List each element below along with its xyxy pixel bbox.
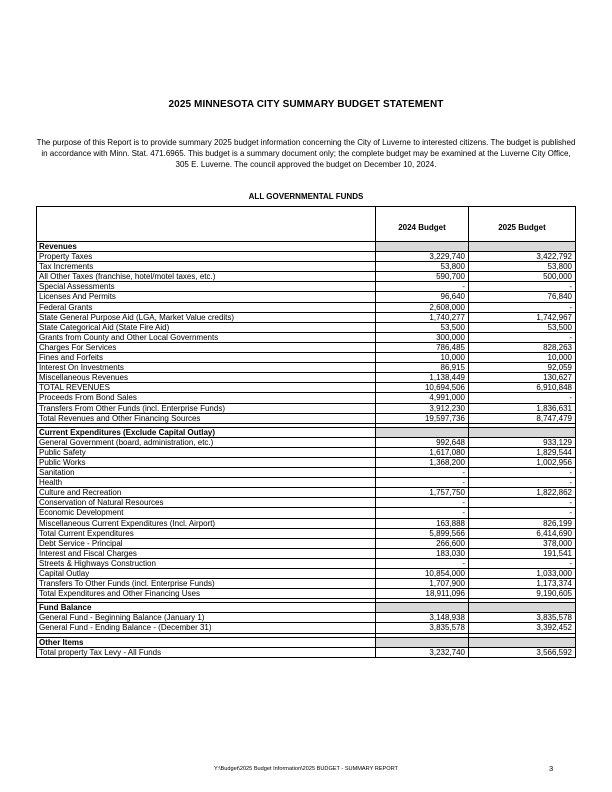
- value-2025: -: [469, 498, 576, 508]
- value-2025: 3,422,792: [469, 252, 576, 262]
- table-row: [37, 518, 576, 528]
- value-2025: 130,627: [469, 373, 576, 383]
- budget-table-container: [36, 206, 575, 658]
- value-2025: -: [469, 282, 576, 292]
- row-label: Fines and Forfeits: [37, 353, 376, 363]
- section-shade-cell: [469, 242, 576, 252]
- section-shade-cell: [376, 637, 469, 647]
- value-2024: 1,138,449: [376, 373, 469, 383]
- table-row: [37, 508, 576, 518]
- value-2025: 10,000: [469, 353, 576, 363]
- value-2025: 53,800: [469, 262, 576, 272]
- value-2024: 1,707,900: [376, 579, 469, 589]
- value-2024: 18,911,096: [376, 589, 469, 599]
- table-row: [37, 332, 576, 342]
- table-row: [37, 569, 576, 579]
- value-2024: 19,597,736: [376, 413, 469, 423]
- value-2025: 9,190,605: [469, 589, 576, 599]
- row-label: State Categorical Aid (State Fire Aid): [37, 322, 376, 332]
- value-2025: 826,199: [469, 518, 576, 528]
- table-row: [37, 373, 576, 383]
- value-2024: -: [376, 282, 469, 292]
- value-2024: 53,500: [376, 322, 469, 332]
- row-label: Conservation of Natural Resources: [37, 498, 376, 508]
- value-2024: 3,232,740: [376, 647, 469, 657]
- row-label: Public Safety: [37, 447, 376, 457]
- row-label: Capital Outlay: [37, 569, 376, 579]
- row-label: General Fund - Ending Balance - (December 31): [37, 623, 376, 633]
- row-label: Interest and Fiscal Charges: [37, 548, 376, 558]
- value-2024: 86,915: [376, 363, 469, 373]
- value-2024: 300,000: [376, 332, 469, 342]
- value-2024: 1,368,200: [376, 457, 469, 467]
- value-2025: 3,566,592: [469, 647, 576, 657]
- table-row: [37, 488, 576, 498]
- table-row: [37, 457, 576, 467]
- value-2024: 3,835,578: [376, 623, 469, 633]
- value-2024: 5,899,566: [376, 528, 469, 538]
- header-label-cell: [37, 207, 376, 242]
- section-shade-cell: [469, 603, 576, 613]
- value-2025: 92,059: [469, 363, 576, 373]
- row-label: All Other Taxes (franchise, hotel/motel taxes, etc.): [37, 272, 376, 282]
- value-2024: 4,991,000: [376, 393, 469, 403]
- value-2025: 6,414,690: [469, 528, 576, 538]
- section-shade-cell: [469, 637, 576, 647]
- row-label: Transfers To Other Funds (incl. Enterprise Funds): [37, 579, 376, 589]
- value-2024: 786,485: [376, 342, 469, 352]
- table-row: [37, 353, 576, 363]
- value-2024: 10,694,506: [376, 383, 469, 393]
- table-row: [37, 292, 576, 302]
- section-title: Revenues: [37, 242, 376, 252]
- row-label: Public Works: [37, 457, 376, 467]
- value-2025: 6,910,848: [469, 383, 576, 393]
- row-label: Miscellaneous Current Expenditures (Incl. Airport): [37, 518, 376, 528]
- table-row: [37, 447, 576, 457]
- section-shade-cell: [376, 603, 469, 613]
- row-label: Total Revenues and Other Financing Sources: [37, 413, 376, 423]
- value-2024: 3,148,938: [376, 613, 469, 623]
- value-2024: 590,700: [376, 272, 469, 282]
- value-2025: 500,000: [469, 272, 576, 282]
- value-2025: 1,173,374: [469, 579, 576, 589]
- row-label: Sanitation: [37, 468, 376, 478]
- section-header-row: [37, 603, 576, 613]
- section-header-row: [37, 637, 576, 647]
- value-2025: 1,002,956: [469, 457, 576, 467]
- section-shade-cell: [376, 427, 469, 437]
- value-2025: 53,500: [469, 322, 576, 332]
- value-2025: 378,000: [469, 538, 576, 548]
- row-label: Debt Service - Principal: [37, 538, 376, 548]
- value-2025: 1,829,544: [469, 447, 576, 457]
- section-header-row: [37, 427, 576, 437]
- table-row: [37, 478, 576, 488]
- table-row: [37, 272, 576, 282]
- row-label: General Fund - Beginning Balance (January 1): [37, 613, 376, 623]
- row-label: Proceeds From Bond Sales: [37, 393, 376, 403]
- value-2024: 10,854,000: [376, 569, 469, 579]
- row-label: Licenses And Permits: [37, 292, 376, 302]
- value-2024: 53,800: [376, 262, 469, 272]
- row-label: Interest On Investments: [37, 363, 376, 373]
- value-2025: -: [469, 468, 576, 478]
- value-2024: 10,000: [376, 353, 469, 363]
- value-2024: -: [376, 498, 469, 508]
- value-2024: 3,229,740: [376, 252, 469, 262]
- value-2024: 992,648: [376, 437, 469, 447]
- intro-paragraph: The purpose of this Report is to provide summary 2025 budget information concerning the City of Luverne to interested citizens. The budget is published in accordance with Minn. Stat. 471.6965. This budget is a summary document only; the complete budget may be examined at the Luverne City Office, 305 E. Luverne. The council approved the budget on December 10, 2024.: [36, 138, 576, 169]
- table-row: [37, 393, 576, 403]
- value-2025: 828,263: [469, 342, 576, 352]
- row-label: Tax Increments: [37, 262, 376, 272]
- value-2024: 163,888: [376, 518, 469, 528]
- value-2025: -: [469, 558, 576, 568]
- row-label: Federal Grants: [37, 302, 376, 312]
- table-row: [37, 579, 576, 589]
- table-row: [37, 262, 576, 272]
- section-title: Fund Balance: [37, 603, 376, 613]
- header-2024-budget: 2024 Budget: [376, 207, 469, 242]
- row-label: TOTAL REVENUES: [37, 383, 376, 393]
- section-title: Other Items: [37, 637, 376, 647]
- header-2025-budget: 2025 Budget: [469, 207, 576, 242]
- value-2024: 266,600: [376, 538, 469, 548]
- value-2025: 1,822,862: [469, 488, 576, 498]
- page-number: 3: [549, 764, 554, 773]
- table-row: [37, 383, 576, 393]
- value-2025: 3,835,578: [469, 613, 576, 623]
- page-title: 2025 MINNESOTA CITY SUMMARY BUDGET STATEMENT: [168, 99, 444, 110]
- table-header-row: [37, 207, 576, 242]
- row-label: Grants from County and Other Local Governments: [37, 332, 376, 342]
- table-row: [37, 342, 576, 352]
- row-label: Health: [37, 478, 376, 488]
- value-2025: 1,836,631: [469, 403, 576, 413]
- table-row: [37, 302, 576, 312]
- row-label: Total property Tax Levy - All Funds: [37, 647, 376, 657]
- value-2025: 933,129: [469, 437, 576, 447]
- table-row: [37, 548, 576, 558]
- table-row: [37, 282, 576, 292]
- value-2025: -: [469, 393, 576, 403]
- row-label: Property Taxes: [37, 252, 376, 262]
- row-label: Total Current Expenditures: [37, 528, 376, 538]
- table-row: [37, 403, 576, 413]
- value-2025: 8,747,479: [469, 413, 576, 423]
- table-row: [37, 498, 576, 508]
- value-2025: 191,541: [469, 548, 576, 558]
- value-2024: -: [376, 508, 469, 518]
- value-2024: -: [376, 478, 469, 488]
- table-row: [37, 528, 576, 538]
- value-2025: 3,392,452: [469, 623, 576, 633]
- value-2025: -: [469, 302, 576, 312]
- value-2025: 1,033,000: [469, 569, 576, 579]
- section-title: Current Expenditures (Exclude Capital Outlay): [37, 427, 376, 437]
- value-2024: 1,740,277: [376, 312, 469, 322]
- section-shade-cell: [469, 427, 576, 437]
- value-2024: -: [376, 558, 469, 568]
- value-2024: -: [376, 468, 469, 478]
- row-label: State General Purpose Aid (LGA, Market Value credits): [37, 312, 376, 322]
- section-header-row: [37, 242, 576, 252]
- table-row: [37, 538, 576, 548]
- budget-table: [36, 206, 576, 658]
- value-2024: 3,912,230: [376, 403, 469, 413]
- table-row: [37, 623, 576, 633]
- row-label: Culture and Recreation: [37, 488, 376, 498]
- value-2024: 1,617,080: [376, 447, 469, 457]
- row-label: Miscellaneous Revenues: [37, 373, 376, 383]
- row-label: Transfers From Other Funds (incl. Enterprise Funds): [37, 403, 376, 413]
- value-2024: 1,757,750: [376, 488, 469, 498]
- value-2025: -: [469, 508, 576, 518]
- table-row: [37, 437, 576, 447]
- value-2025: -: [469, 478, 576, 488]
- table-row: [37, 589, 576, 599]
- value-2024: 2,608,000: [376, 302, 469, 312]
- value-2025: 1,742,967: [469, 312, 576, 322]
- table-subtitle: ALL GOVERNMENTAL FUNDS: [248, 192, 364, 201]
- table-row: [37, 558, 576, 568]
- row-label: General Government (board, administration, etc.): [37, 437, 376, 447]
- row-label: Charges For Services: [37, 342, 376, 352]
- row-label: Economic Development: [37, 508, 376, 518]
- table-row: [37, 613, 576, 623]
- table-row: [37, 312, 576, 322]
- footer-file-path: Y:\Budget\2025 Budget Information\2025 BUDGET - SUMMARY REPORT: [214, 766, 398, 772]
- value-2025: -: [469, 332, 576, 342]
- row-label: Special Assessments: [37, 282, 376, 292]
- value-2024: 183,030: [376, 548, 469, 558]
- row-label: Total Expenditures and Other Financing Uses: [37, 589, 376, 599]
- table-row: [37, 647, 576, 657]
- table-row: [37, 363, 576, 373]
- table-row: [37, 252, 576, 262]
- table-row: [37, 322, 576, 332]
- value-2024: 96,640: [376, 292, 469, 302]
- value-2025: 76,840: [469, 292, 576, 302]
- row-label: Streets & Highways Construction: [37, 558, 376, 568]
- section-shade-cell: [376, 242, 469, 252]
- table-row: [37, 413, 576, 423]
- table-row: [37, 468, 576, 478]
